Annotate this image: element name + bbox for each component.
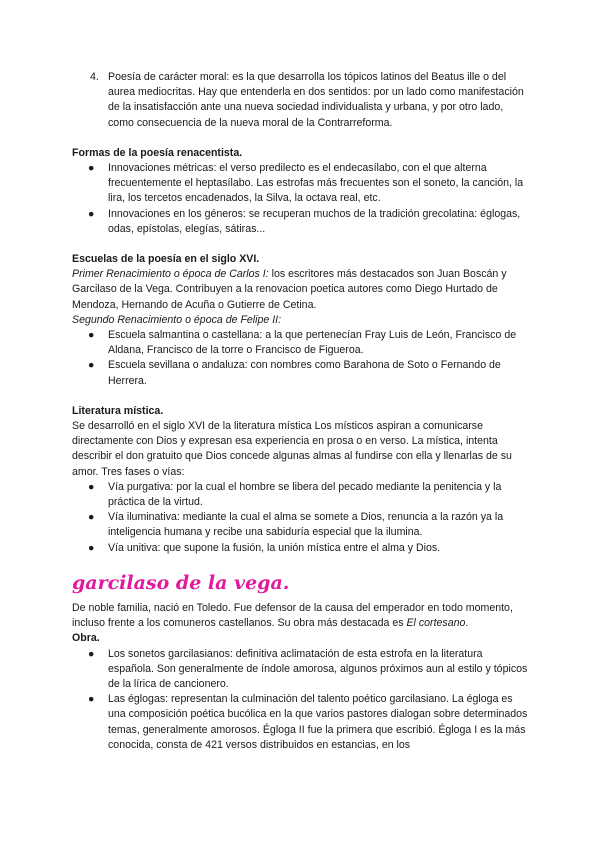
heading-formas: Formas de la poesía renacentista. xyxy=(72,146,243,159)
bullet-icon: ● xyxy=(88,207,95,220)
bullet-icon: ● xyxy=(88,647,95,660)
item-number: 4. xyxy=(90,71,99,83)
document-content xyxy=(72,70,530,753)
section-formas xyxy=(72,146,530,237)
label-primer-renacimiento: Primer Renacimiento o época de Carlos I: xyxy=(72,268,269,281)
numbered-item-4 xyxy=(72,70,530,131)
heading-mistica: Literatura mística. xyxy=(72,404,164,417)
bullet-icon: ● xyxy=(88,359,95,372)
list-item: ● Escuela sevillana o andaluza: con nombres como Barahona de Soto o Fernando de Herrera. xyxy=(72,358,530,388)
title-garcilaso: garcilaso de la vega. xyxy=(72,571,290,594)
bullet-icon: ● xyxy=(88,480,95,493)
list-item: ● Los sonetos garcilasianos: definitiva aclimatación de esta estrofa en la literatura española. Son generalmente de índole amorosa, algunos próximos aun al estilo y tópicos de la lírica de cancionero. xyxy=(72,647,530,693)
bullet-icon: ● xyxy=(88,162,95,175)
list-item: ● Vía unitiva: que supone la fusión, la unión mística entre el alma y Dios. xyxy=(72,541,530,556)
label-segundo-renacimiento: Segundo Renacimiento o época de Felipe II: xyxy=(72,313,282,326)
section-mistica xyxy=(72,404,530,556)
list-vias xyxy=(72,480,530,556)
bullet-icon: ● xyxy=(88,693,95,706)
list-item: ● Innovaciones métricas: el verso predilecto es el endecasílabo, con el que alterna frecuentemente el heptasílabo. Las estrofas más frecuentes son el soneto, la canción, la lira, los tercetos encadenados, la Silva, la octava real, etc. xyxy=(72,161,530,207)
bullet-icon: ● xyxy=(88,511,95,524)
paragraph-primer-renacimiento: Primer Renacimiento o época de Carlos I: los escritores más destacados son Juan Boscán y Garcilaso de la Vega. Contribuyen a la renovacion poetica autores como Diego Hurtado de Mendoza, Hernando de Acuña o Gutierre de Cetina. xyxy=(72,268,507,311)
paragraph-biografia: De noble familia, nació en Toledo. Fue defensor de la causa del emperador en todo momento, incluso frente a los comuneros castellanos. Su obra más destacada es El cortesano. xyxy=(72,601,513,630)
bullet-icon: ● xyxy=(88,541,95,554)
heading-obra: Obra. xyxy=(72,632,100,645)
bullet-icon: ● xyxy=(88,329,95,342)
paragraph-mistica: Se desarrolló en el siglo XVI de la literatura mística Los místicos aspiran a comunicarse directamente con Dios y expresan esa experiencia en prosa o en verso. La mística, intenta describir el don gratuito que Dios concede algunas almas al fundirse con ella y llenarlas de su amor. Tres fases o vías: xyxy=(72,420,512,478)
list-escuelas xyxy=(72,328,530,389)
work-title: El cortesano xyxy=(406,617,466,630)
list-item: ● Escuela salmantina o castellana: a la que pertenecían Fray Luis de León, Francisco de Aldana, Francisco de la torre o Francisco de Figueroa. xyxy=(72,328,530,358)
list-item: ● Las églogas: representan la culminación del talento poético garcilasiano. La égloga es una composición poética bucólica en la que varios pastores dialogan sobre determinados temas, generalmente amorosos. Égloga II fue la primera que escribió. Égloga I es la más conocida, consta de 421 versos distribuidos en estancias, en los xyxy=(72,692,530,753)
section-garcilaso xyxy=(72,571,530,753)
list-item: ● Vía iluminativa: mediante la cual el alma se somete a Dios, renuncia a la razón ya la inteligencia humana y recibe una sabiduría especial que la ilumina. xyxy=(72,510,530,540)
list-obra xyxy=(72,647,530,753)
list-formas xyxy=(72,161,530,237)
item-text: Poesía de carácter moral: es la que desarrolla los tópicos latinos del Beatus ille o del aurea mediocritas. Hay que entenderla en dos sentidos: por un lado como manifestación de la insatisfacción ante una nueva sociedad individualista y urbana, y por otro lado, como consecuencia de la nueva moral de la Contrarreforma. xyxy=(108,71,524,129)
list-item: ● Innovaciones en los géneros: se recuperan muchos de la tradición grecolatina: églogas, odas, epístolas, elegías, sátiras... xyxy=(72,207,530,237)
list-item: ● Vía purgativa: por la cual el hombre se libera del pecado mediante la penitencia y la práctica de la virtud. xyxy=(72,480,530,510)
section-escuelas xyxy=(72,252,530,389)
heading-escuelas: Escuelas de la poesía en el siglo XVI. xyxy=(72,253,260,266)
